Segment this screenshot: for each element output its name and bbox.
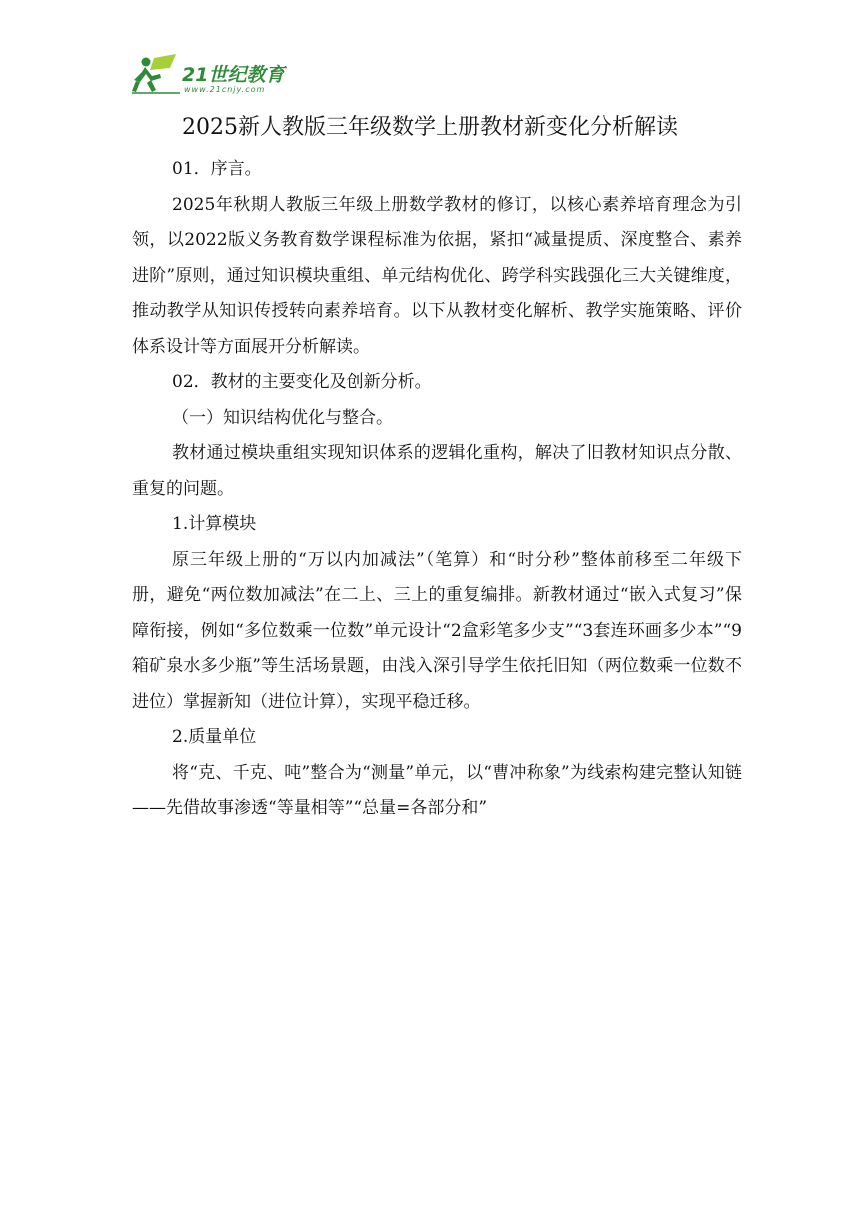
- brand-logo: [130, 52, 320, 100]
- runner-icon: [130, 52, 182, 96]
- subsection-heading: （一）知识结构优化与整合。: [172, 407, 393, 428]
- body-paragraph: 将“克、千克、吨”整合为“测量”单元，以“曹冲称象”为线索构建完整认知链——先借故事渗透“等量相等”“总量=各部分和”: [132, 762, 742, 818]
- document-body: [132, 152, 742, 827]
- logo-url: www.21cnjy.com: [184, 85, 266, 94]
- body-paragraph: 教材通过模块重组实现知识体系的逻辑化重构，解决了旧教材知识点分散、重复的问题。: [132, 443, 742, 499]
- item-heading-calculation: 1.计算模块: [172, 514, 257, 534]
- section-heading-preface: 01．序言。: [172, 159, 262, 179]
- section-heading-changes: 02．教材的主要变化及创新分析。: [172, 372, 432, 392]
- document-title: 2025新人教版三年级数学上册教材新变化分析解读: [182, 115, 678, 140]
- item-heading-mass-units: 2.质量单位: [172, 727, 257, 747]
- logo-wordmark: 21世纪教育: [182, 64, 285, 86]
- body-paragraph: 原三年级上册的“万以内加减法”（笔算）和“时分秒”整体前移至二年级下册，避免“两位数加减法”在二上、三上的重复编排。新教材通过“嵌入式复习”保障衔接，例如“多位数乘一位数”单元设计“2盒彩笔多少支”“3套连环画多少本”“9箱矿泉水多少瓶”等生活场景题，由浅入深引导学生依托旧知（两位数乘一位数不进位）掌握新知（进位计算），实现平稳迁移。: [132, 549, 742, 712]
- body-paragraph: 2025年秋期人教版三年级上册数学教材的修订，以核心素养培育理念为引领，以2022版义务教育数学课程标准为依据，紧扣“减量提质、深度整合、素养进阶”原则，通过知识模块重组、单元结构优化、跨学科实践强化三大关键维度，推动教学从知识传授转向素养培育。以下从教材变化解析、教学实施策略、评价体系设计等方面展开分析解读。: [132, 194, 742, 357]
